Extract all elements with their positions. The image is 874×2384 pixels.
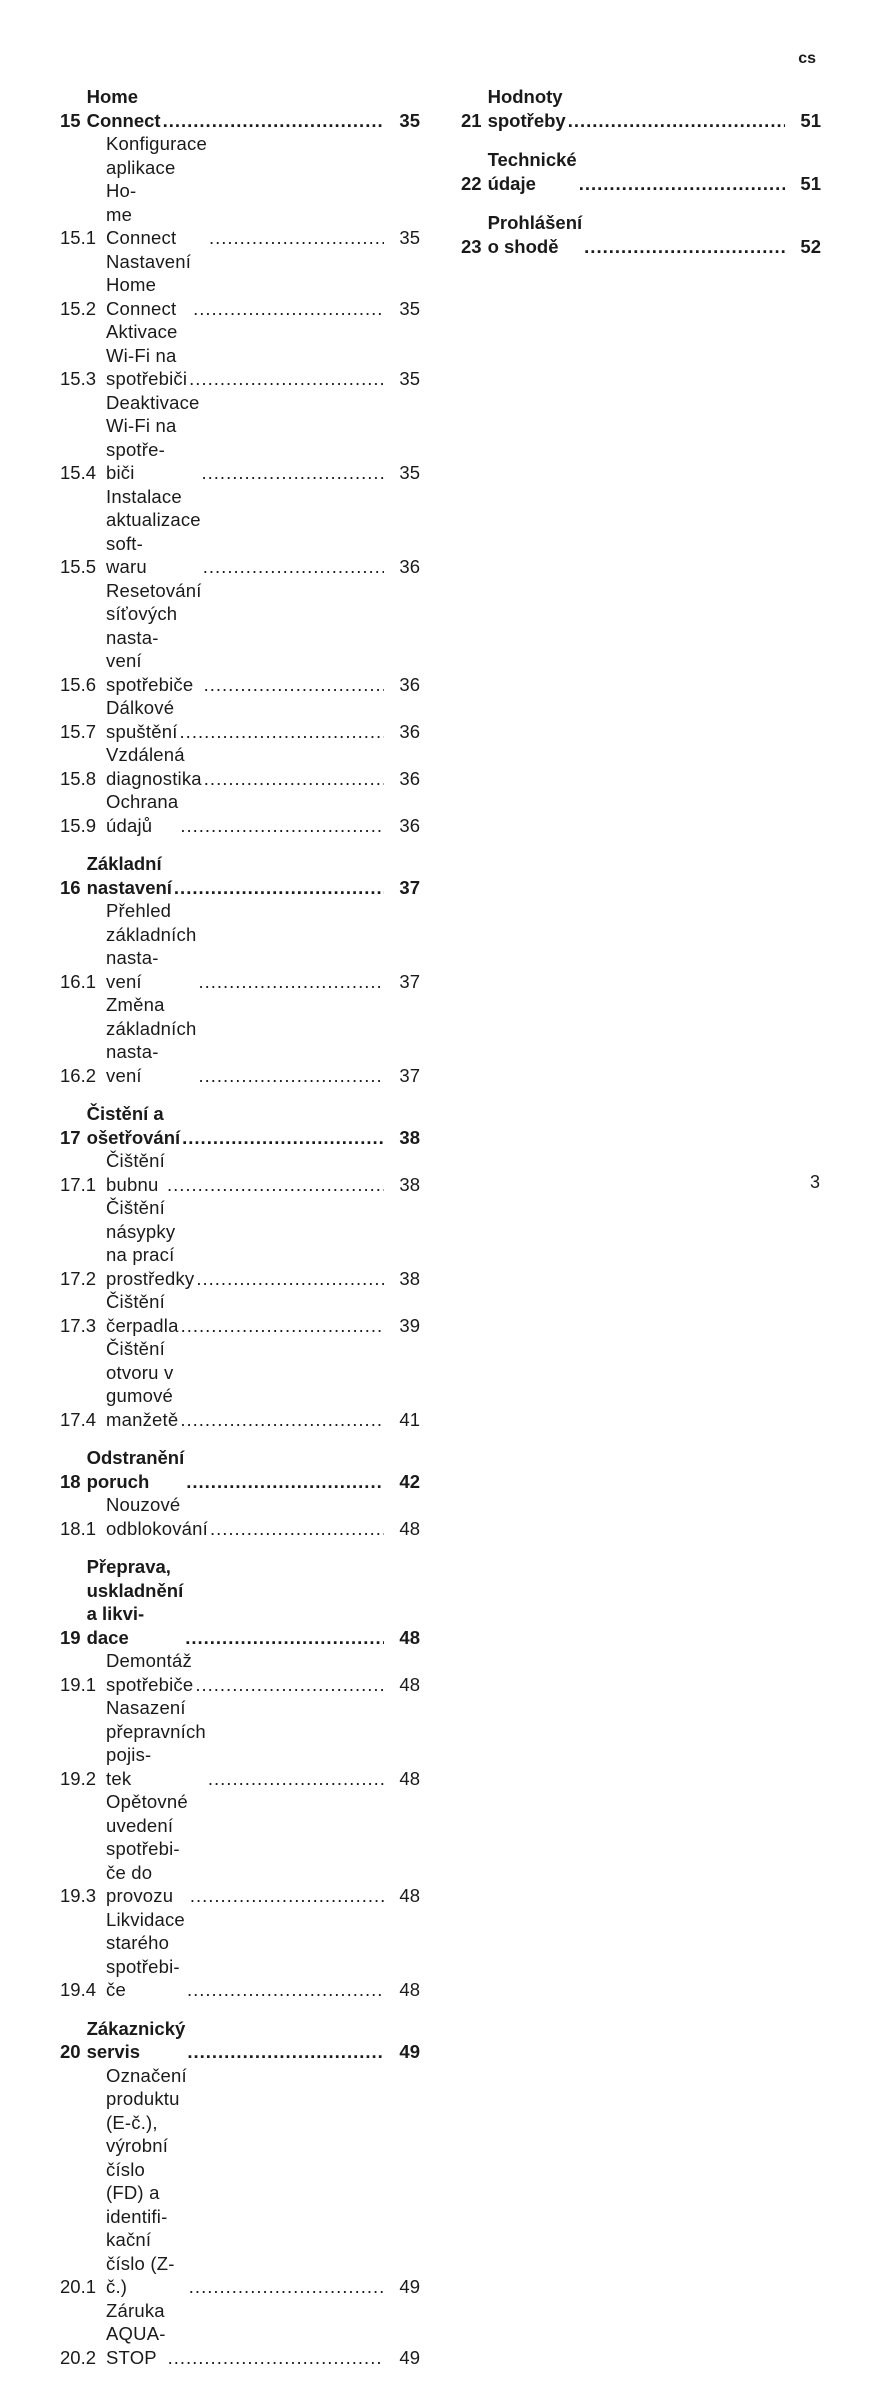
toc-entry-title: Technické údaje [487,149,577,194]
toc-entry-page: 35 [399,109,420,131]
toc-entry-page: 37 [399,1064,420,1086]
toc-entry-title: Dálkové spuštění [106,697,178,742]
toc-group [60,85,420,837]
dot-leader [189,367,384,391]
toc-subentry[interactable] [60,1337,420,1431]
toc-entry-number: 15.7 [60,720,97,742]
toc-entry-number: 15.9 [60,814,97,836]
toc-entry-page: 48 [399,1885,420,1906]
dot-leader [579,172,785,196]
toc-subentry[interactable] [60,2064,420,2299]
toc-entry-title: Nasazení přepravních pojis- tek [106,1697,206,1789]
toc-entry-number: 17.4 [60,1408,97,1430]
toc-entry-number: 15.5 [60,556,97,577]
toc-group [461,85,821,132]
toc-entry-title: Zákaznický servis [86,2017,186,2062]
toc-chapter[interactable] [60,2017,420,2064]
dot-leader [168,2346,384,2370]
toc-entry-page: 36 [399,720,420,742]
toc-entry-number: 18.1 [60,1517,97,1539]
dot-leader [167,1173,384,1197]
toc-entry-page: 49 [399,2276,420,2297]
dot-leader [198,970,384,994]
toc-entry-number: 16.1 [60,970,97,992]
dot-leader [584,235,785,259]
toc-subentry[interactable] [60,1196,420,1290]
toc-entry-number: 17.3 [60,1314,97,1336]
toc-subentry[interactable] [60,132,420,250]
toc-entry-title: Nouzové odblokování [106,1494,208,1539]
toc-entry-page: 51 [800,109,821,131]
page-number: 3 [809,1172,820,1192]
dot-leader [180,814,384,838]
toc-entry-number: 21 [461,109,482,131]
toc-entry-number: 20.2 [60,2346,97,2368]
toc-entry-title: Změna základních nasta- vení [106,994,197,1086]
toc-subentry[interactable] [60,1790,420,1908]
toc-entry-number: 15.8 [60,767,97,789]
toc-subentry[interactable] [60,899,420,993]
toc-entry-number: 22 [461,172,482,194]
toc-left-column [60,85,420,2384]
toc-chapter[interactable] [60,1555,420,1649]
toc-entry-title: Čištění násypky na prací prostředky [106,1197,195,1289]
toc-entry-page: 36 [399,556,420,577]
toc-entry-title: Základní nastavení [86,853,172,898]
toc-entry-title: Záruka AQUA-STOP [106,2299,166,2368]
toc-entry-title: Odstranění poruch [86,1447,185,1492]
toc-subentry[interactable] [60,696,420,743]
toc-entry-number: 23 [461,235,482,257]
dot-leader [208,1767,384,1791]
toc-entry-number: 15.2 [60,297,97,319]
dot-leader [186,1470,384,1494]
dot-leader [198,1064,384,1088]
toc-entry-title: Označení produktu (E-č.), výrobní číslo (FD) a identifi- kační číslo (Z-č.) [106,2064,187,2297]
toc-chapter[interactable] [60,852,420,899]
toc-entry-number: 19.4 [60,1979,97,2000]
toc-subentry[interactable] [60,579,420,697]
dot-leader [182,1126,384,1150]
toc-entry-title: Čištění bubnu [106,1150,165,1195]
toc-entry-title: Prohlášení o shodě [487,212,583,257]
toc-entry-title: Hodnoty spotřeby [487,86,566,131]
dot-leader [204,673,384,697]
toc-entry-title: Přehled základních nasta- vení [106,900,197,992]
toc-entry-page: 36 [399,814,420,836]
toc-entry-page: 52 [800,235,821,257]
toc-entry-page: 38 [399,1267,420,1289]
dot-leader [202,461,384,485]
toc-group [461,211,821,258]
toc-entry-page: 48 [399,1517,420,1539]
toc-entry-title: Čištění otvoru v gumové manžetě [106,1338,179,1430]
toc-entry-number: 19.1 [60,1673,97,1695]
toc-entry-page: 49 [399,2041,420,2062]
toc-chapter[interactable] [461,85,821,132]
dot-leader [204,767,384,791]
toc-entry-number: 19.2 [60,1767,97,1789]
toc-entry-number: 15.4 [60,462,97,483]
toc-entry-title: Přeprava, uskladnění a likvi- dace [86,1556,184,1648]
toc-entry-title: Čistění a ošetřování [86,1103,181,1148]
toc-group [60,852,420,1087]
toc-entry-number: 15.3 [60,368,97,389]
toc-entry-page: 38 [399,1126,420,1148]
toc-entry-number: 16 [60,876,81,898]
toc-entry-page: 41 [399,1408,420,1430]
toc-subentry[interactable] [60,2299,420,2370]
toc-entry-page: 39 [399,1314,420,1336]
toc-subentry[interactable] [60,485,420,579]
dot-leader [210,1517,384,1541]
toc-entry-page: 49 [399,2346,420,2368]
toc-group [60,2017,420,2370]
toc-entry-page: 37 [399,970,420,992]
toc-subentry[interactable] [60,250,420,321]
toc-entry-number: 17.1 [60,1173,97,1195]
toc-group [60,1446,420,1540]
toc-entry-page: 35 [399,462,420,483]
toc-entry-title: Deaktivace Wi-Fi na spotře- biči [106,391,200,483]
toc-entry-page: 48 [399,1767,420,1789]
toc-entry-page: 42 [399,1470,420,1492]
toc-entry-title: Home Connect [86,86,161,131]
toc-right-column [461,85,821,274]
toc-group [60,1555,420,2002]
dot-leader [163,109,384,133]
toc-entry-number: 17.2 [60,1267,97,1289]
toc-subentry[interactable] [60,1149,420,1196]
toc-entry-title: Čištění čerpadla [106,1291,179,1336]
toc-chapter[interactable] [60,1102,420,1149]
toc-subentry[interactable] [60,993,420,1087]
toc-entry-number: 15.1 [60,227,97,248]
toc-entry-title: Demontáž spotřebiče [106,1650,194,1695]
toc-entry-number: 15 [60,109,81,131]
toc-entry-page: 36 [399,767,420,789]
toc-chapter[interactable] [461,148,821,195]
toc-chapter[interactable] [60,85,420,132]
toc-entry-page: 36 [399,673,420,695]
toc-entry-number: 19.3 [60,1885,97,1906]
toc-entry-title: Nastavení Home Connect [106,250,192,319]
toc-subentry[interactable] [60,743,420,790]
toc-entry-page: 35 [399,297,420,319]
toc-entry-number: 18 [60,1470,81,1492]
toc-group [461,148,821,195]
toc-entry-number: 20 [60,2041,81,2062]
toc-entry-title: Vzdálená diagnostika [106,744,202,789]
toc-entry-page: 37 [399,876,420,898]
toc-entry-title: Instalace aktualizace soft- waru [106,485,201,577]
toc-subentry[interactable] [60,1696,420,1790]
toc-subentry[interactable] [60,320,420,391]
toc-entry-title: Likvidace starého spotřebi- če [106,1908,185,2000]
toc-subentry[interactable] [60,1493,420,1540]
toc-entry-page: 35 [399,368,420,389]
toc-subentry[interactable] [60,790,420,837]
toc-entry-page: 48 [399,1673,420,1695]
dot-leader [187,1978,384,2002]
dot-leader [185,1626,384,1650]
dot-leader [196,1267,384,1291]
toc-entry-page: 38 [399,1173,420,1195]
dot-leader [187,2040,384,2064]
toc-subentry[interactable] [60,1649,420,1696]
toc-entry-number: 19 [60,1626,81,1648]
language-code: cs [798,50,816,67]
dot-leader [195,1673,384,1697]
toc-subentry[interactable] [60,1908,420,2002]
toc-entry-number: 17 [60,1126,81,1148]
dot-leader [174,876,384,900]
dot-leader [193,297,384,321]
toc-entry-title: Ochrana údajů [106,791,179,836]
toc-entry-number: 15.6 [60,673,97,695]
toc-entry-title: Aktivace Wi-Fi na spotřebiči [106,321,188,389]
dot-leader [568,109,785,133]
dot-leader [203,555,384,579]
toc-entry-title: Resetování síťových nasta- vení spotřebiče [106,579,202,695]
dot-leader [180,720,384,744]
toc-entry-page: 48 [399,1979,420,2000]
dot-leader [189,2275,384,2299]
dot-leader [190,1884,384,1908]
toc-subentry[interactable] [60,391,420,485]
toc-entry-number: 16.2 [60,1064,97,1086]
toc-chapter[interactable] [461,211,821,258]
toc-subentry[interactable] [60,1290,420,1337]
toc-entry-page: 48 [399,1626,420,1648]
toc-entry-page: 51 [800,172,821,194]
dot-leader [209,226,384,250]
dot-leader [181,1314,384,1338]
toc-entry-number: 20.1 [60,2276,97,2297]
toc-entry-title: Opětovné uvedení spotřebi- če do provozu [106,1791,188,1906]
toc-group [60,1102,420,1431]
toc-entry-title: Konfigurace aplikace Ho- me Connect [106,133,207,248]
toc-entry-page: 35 [399,227,420,248]
dot-leader [180,1408,384,1432]
toc-chapter[interactable] [60,1446,420,1493]
